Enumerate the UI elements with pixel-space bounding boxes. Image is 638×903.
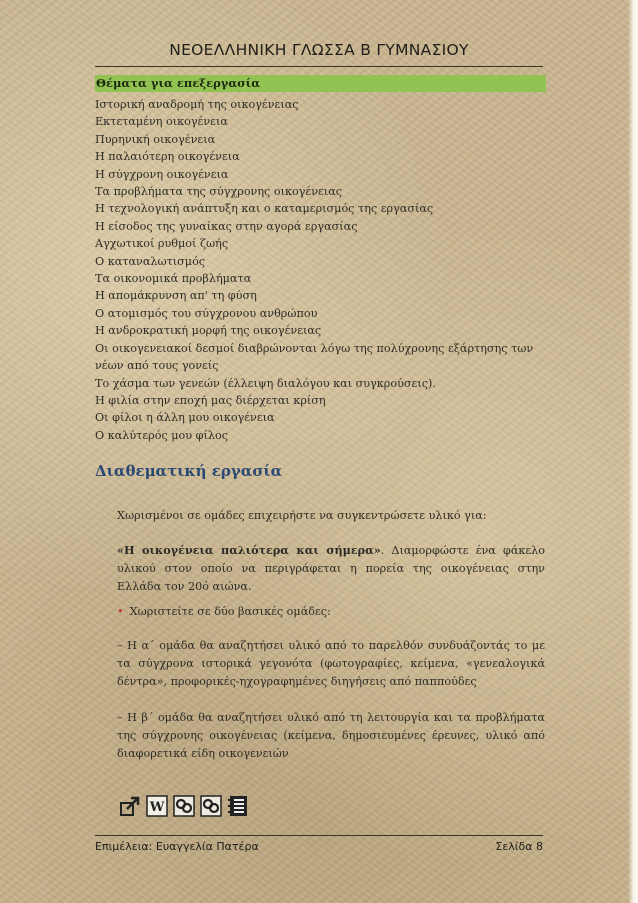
- project-title: «Η οικογένεια παλιότερα και σήμερα»: [117, 543, 381, 557]
- topic-item: Αγχωτικοί ρυθμοί ζωής: [95, 237, 229, 251]
- header-title: ΝΕΟΕΛΛΗΝΙΚΗ ΓΛΩΣΣΑ Β ΓΥΜΝΑΣΙΟΥ: [169, 41, 469, 59]
- topics-list: [95, 96, 555, 444]
- topic-item: Η τεχνολογική ανάπτυξη και ο καταμερισμός της εργασίας: [95, 202, 434, 216]
- topic-item: Τα προβλήματα της σύγχρονης οικογένειας: [95, 185, 343, 199]
- topic-item: Ο ατομισμός του σύγχρονου ανθρώπου: [95, 306, 318, 320]
- topic-item: Οι οικογενειακοί δεσμοί διαβρώνονται λόγω της πολύχρονης εξάρτησης των νέων από τους γονείς: [95, 341, 534, 373]
- project-paragraph: [117, 541, 545, 596]
- topic-item: Η σύγχρονη οικογένεια: [95, 167, 229, 181]
- group-b-paragraph: – Η β΄ ομάδα θα αναζητήσει υλικό από τη λειτουργία και τα προβλήματα της σύγχρονης οικογένειας (κείμενα, δημοσιευμένες έρευνες, υλικό από διαφορετικά είδη οικογενειών: [117, 711, 545, 760]
- topic-item: Η είσοδος της γυναίκας στην αγορά εργασίας: [95, 219, 358, 233]
- group-a-paragraph: – Η α΄ ομάδα θα αναζητήσει υλικό από το παρελθόν συνδυάζοντάς το με τα σύγχρονα ιστορικά γεγονότα (φωτογραφίες, κείμενα, «γενεαλογικά δέντρα», προφορικές-ηχογραφημένες διηγήσεις από παππούδες: [117, 639, 545, 688]
- svg-text:W: W: [149, 799, 164, 815]
- bullet-icon: •: [117, 605, 124, 618]
- footer-author: Επιμέλεια: Ευαγγελία Πατέρα: [95, 840, 259, 853]
- intro-paragraph: Χωρισμένοι σε ομάδες επιχειρήστε να συγκεντρώσετε υλικό για:: [117, 509, 487, 522]
- section-title: Διαθεματική εργασία: [95, 462, 283, 480]
- topic-item: Οι φίλοι η άλλη μου οικογένεια: [95, 411, 275, 425]
- topic-item: Εκτεταμένη οικογένεια: [95, 115, 228, 129]
- topic-item: Η παλαιότερη οικογένεια: [95, 150, 240, 164]
- bullet-text: Χωριστείτε σε δύο βασικές ομάδες:: [129, 605, 331, 618]
- topics-heading: Θέματα για επεξεργασία: [95, 75, 546, 92]
- wikipedia-icon[interactable]: [145, 794, 168, 817]
- topic-item: Ο καταναλωτισμός: [95, 254, 206, 268]
- topic-item: Η απομάκρυνση απ' τη φύση: [95, 289, 257, 303]
- page-edge: [628, 0, 638, 903]
- page-number: Σελίδα 8: [495, 840, 543, 853]
- topic-item: Πυρηνική οικογένεια: [95, 132, 216, 146]
- topic-item: Το χάσμα των γενεών (έλλειψη διαλόγου και συγκρούσεις).: [95, 376, 436, 390]
- topic-item: Ο καλύτερός μου φίλος: [95, 428, 228, 442]
- link-icon[interactable]: [172, 794, 195, 817]
- page-header: [95, 36, 543, 67]
- external-link-icon[interactable]: [118, 794, 141, 817]
- topic-item: Τα οικονομικά προβλήματα: [95, 272, 252, 286]
- page-footer: [95, 835, 543, 858]
- project-text: . Διαμορφώστε ένα φάκελο υλικού στον οποίο να περιγράφεται η πορεία της οικογένειας στην Ελλάδα τον 20ό αιώνα.: [117, 544, 545, 593]
- bullet-paragraph: [117, 603, 545, 621]
- topic-item: Ιστορική αναδρομή της οικογένειας: [95, 98, 299, 111]
- topic-item: Η ανδροκρατική μορφή της οικογένειας: [95, 324, 322, 338]
- link-icon[interactable]: [199, 794, 222, 817]
- notebook-icon[interactable]: [226, 794, 249, 817]
- topic-item: Η φιλία στην εποχή μας διέρχεται κρίση: [95, 393, 326, 407]
- icon-bar: [118, 794, 249, 817]
